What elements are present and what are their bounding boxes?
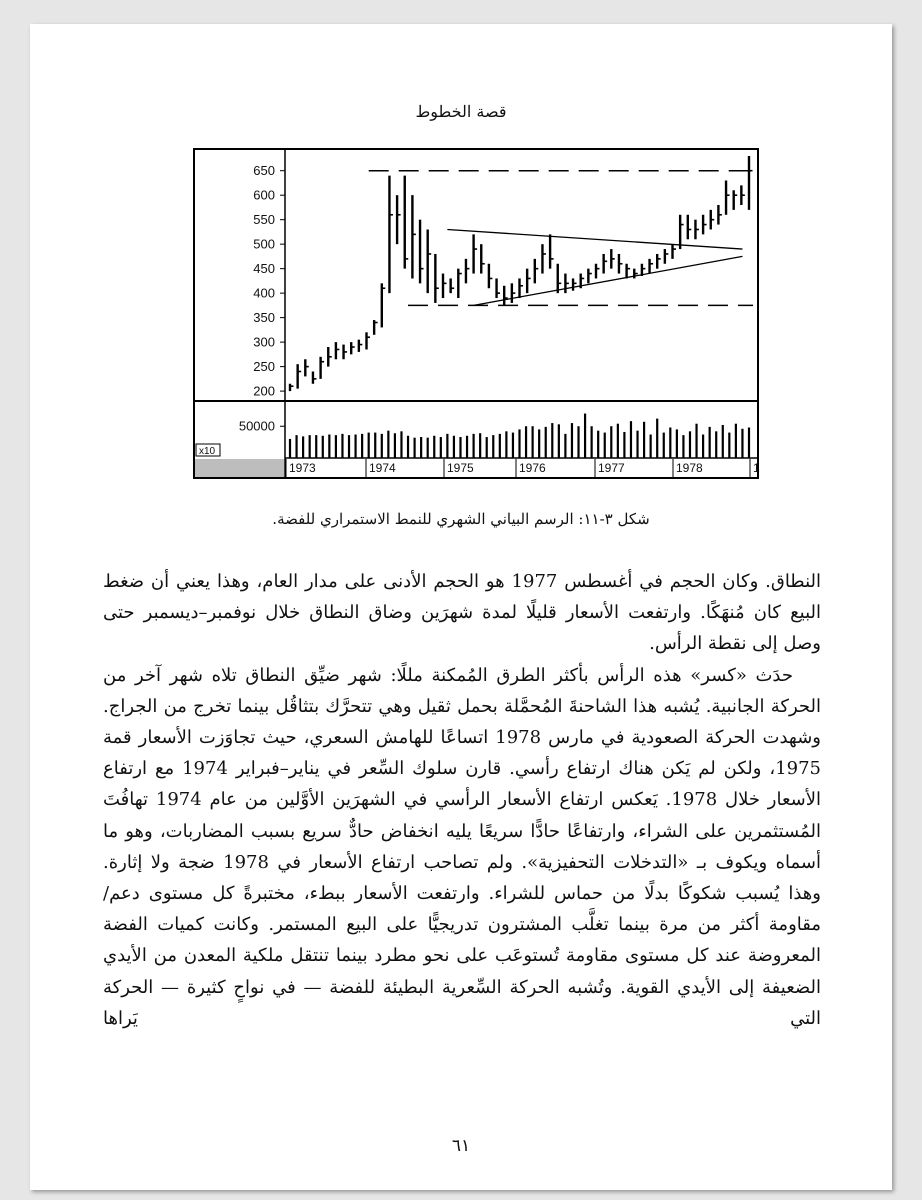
year-label: 1977 [598,461,625,475]
running-title: قصة الخطوط [415,102,507,121]
price-tick-label: 450 [253,261,275,277]
year-label: 1974 [369,461,396,475]
paragraph-1: النطاق. وكان الحجم في أغسطس 1977 هو الحجم الأدنى على مدار العام، وهذا يعني أن ضغط البيع كان مُنهَكًا. وارتفعت الأسعار قليلًا لمدة شهرَين وضاق النطاق خلال نوفمبر–ديسمبر حتى وصل إلى نقطة الرأس. [103,571,821,655]
chart-svg [193,148,759,479]
chart-frame [194,149,758,478]
silver-monthly-chart [193,148,759,479]
body-text [103,566,821,1034]
book-page [30,24,892,1190]
year-label: 1973 [289,461,316,475]
price-tick-label: 500 [253,236,275,252]
paragraph-2: حدَث «كسر» هذه الرأس بأكثر الطرق المُمكنة مللًا: شهر ضيِّق النطاق تلاه شهر آخر من الحركة الجانبية. يُشبه هذا الشاحنةَ المُحمَّلة بحمل ثقيل وهي تتحرَّك بتثاقُل بينما تخرج من الجراج. وشهدت الحركة الصعودية في مارس 1978 اتساعًا للهامش السعري، حيث تجاوَزت الأسعار قمة 1975، ولكن لم يَكن هناك ارتفاع رأسي. قارن سلوك السِّعر في يناير–فبراير 1974 مع ارتفاع الأسعار خلال 1978. يَعكس ارتفاع الأسعار الرأسي في الشهرَين الأوَّلين من عام 1974 تهافُتَ المُستثمرين على الشراء، وارتفاعًا حادًّا سريعًا يليه انخفاض حادٌّ سريع بسبب المضاربات، وهو ما أسماه ويكوف بـ «التدخلات التحفيزية». ولم تصاحب ارتفاع الأسعار في 1978 ضجة ولا إثارة. وهذا يُسبب شكوكًا بدلًا من حماس للشراء. وارتفعت الأسعار ببطء، مختبرةً كل مستوى دعم/مقاومة أكثر من مرة بينما تغلَّب المشترون تدريجيًّا على البيع المستمر. وكانت كميات الفضة المعروضة عند كل مستوى مقاومة تُستوعَب على نحو مطرد بينما تنتقل ملكية المعدن من الأيدي الضعيفة إلى الأيدي القوية. وتُشبه الحركة السِّعرية البطيئة للفضة — في نواحٍ كثيرة — الحركة التي يَراها [103,664,821,1029]
axis-corner-shade [195,459,284,477]
price-tick-label: 250 [253,359,275,375]
figure-caption: شكل ٣-١١: الرسم البياني الشهري للنمط الاستمراري للفضة. [272,510,650,528]
volume-tick-label: 50000 [238,418,275,434]
year-label: 1978 [676,461,703,475]
price-tick-label: 200 [253,383,275,399]
price-tick-label: 300 [253,334,275,350]
volume-scale-label: x10 [199,446,216,457]
price-tick-label: 650 [253,163,275,179]
price-tick-label: 550 [253,212,275,228]
price-tick-label: 350 [253,310,275,326]
year-label: 1 [753,461,760,475]
year-label: 1975 [447,461,474,475]
price-tick-label: 400 [253,285,275,301]
page-number: ٦١ [451,1136,471,1156]
price-tick-label: 600 [253,187,275,203]
year-label: 1976 [519,461,546,475]
